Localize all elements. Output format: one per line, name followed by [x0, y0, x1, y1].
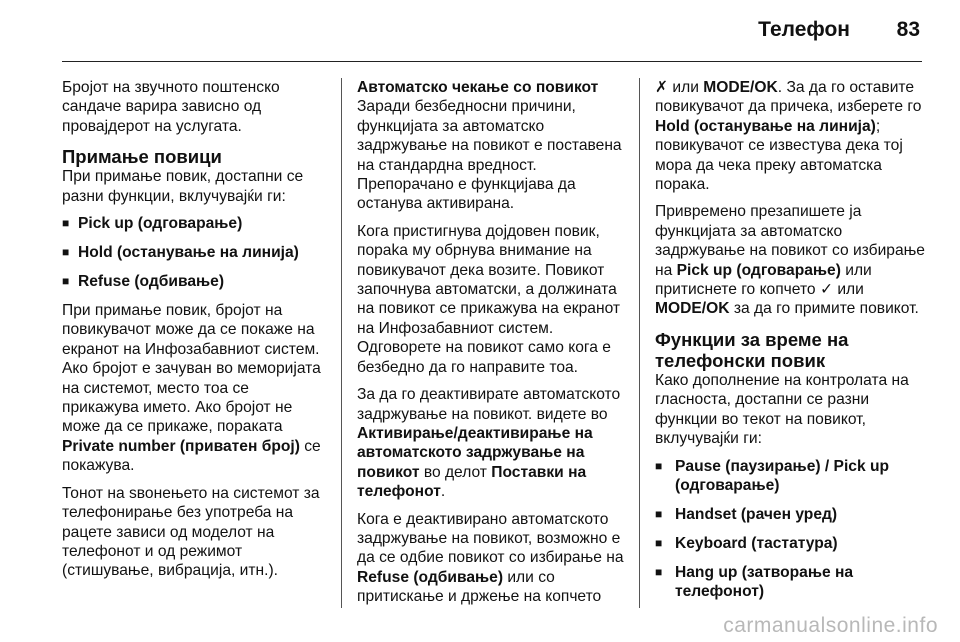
- header-rule: [62, 61, 922, 62]
- cross-reference: Активирање/деактивирање на автоматското задржување на повикот: [357, 424, 593, 481]
- page-header: [0, 0, 960, 60]
- list-item: ■ Pause (паузирање) / Pick up (одговарање): [655, 457, 925, 495]
- paragraph: Како дополнение на контролата на гласноста, достапни се разни функции во текот на повикот, вклучувајќи ги:: [655, 371, 909, 448]
- paragraph: Заради безбедносни причини, функцијата за автоматско задржување на повикот е поставена на стандардна вредност. Препорачано е функцијава да останува активирана.: [357, 98, 622, 213]
- paragraph: [655, 202, 925, 318]
- paragraph: [357, 510, 625, 607]
- private-number-label: Private number (приватен број): [62, 437, 300, 455]
- list-item: ■ Keyboard (тастатура): [655, 534, 925, 553]
- text: се покажува.: [62, 437, 321, 475]
- list-item: ■ Hold (останување на линија): [62, 243, 330, 262]
- call-icon: ✓: [819, 281, 834, 299]
- mode-ok-label: MODE/OK: [655, 300, 730, 318]
- text: во делот: [419, 463, 492, 481]
- call-function-list: [655, 457, 925, 601]
- text: Кога е деактивирано автоматското задржување на повикот, возможно е да се одбие повикот со избирање на: [357, 510, 624, 567]
- column-3: [655, 78, 925, 611]
- list-item: ■ Pick up (одговарање): [62, 214, 330, 233]
- paragraph: [357, 385, 625, 501]
- column-divider: [341, 78, 342, 608]
- text: или притиснете го копчето: [655, 261, 872, 299]
- refuse-label: Refuse (одбивање): [357, 568, 504, 586]
- list-item: ■ Refuse (одбивање): [62, 272, 330, 291]
- page-number: 83: [896, 18, 920, 41]
- section-heading-auto-hold: [357, 78, 625, 97]
- hold-label: Hold (останување на линија): [655, 117, 876, 135]
- text: . За да го оставите повикувачот да причека, изберете го: [655, 79, 922, 116]
- mode-ok-label: MODE/OK: [703, 79, 778, 96]
- list-item: ■ Hang up (затворање на телефонот): [655, 563, 925, 601]
- pick-up-label: Pick up (одговарање): [676, 261, 841, 279]
- column-1: [62, 78, 330, 589]
- paragraph: [655, 78, 925, 194]
- text: За да го деактивирате автоматското задржување на повикот. видете во: [357, 386, 621, 423]
- paragraph: При примање повик, достапни се разни функции, вклучувајќи ги:: [62, 168, 304, 205]
- paragraph: Кога пристигнува дојдовен повик, пораka му обрнува внимание на повикувачот дека возите. Повикот започнува автоматски, а должината на повикот се прикажува на екранот на Инфозабавниот систем. Одговорете на повикот само кога е безбедно да го направите тоа.: [357, 222, 621, 376]
- text: или: [668, 79, 704, 96]
- text: или со притискање и држење на копчето: [357, 568, 602, 606]
- intro-paragraph: Бројот на звучното поштенско сандаче варира зависно од провајдерот на услугата.: [62, 79, 280, 135]
- section-heading-receiving-calls: Примање повици: [62, 146, 222, 168]
- column-2: [357, 78, 625, 615]
- text: или: [833, 281, 864, 299]
- function-list: [62, 214, 330, 291]
- page-title: Телефон: [758, 18, 850, 41]
- watermark: carmanualsonline.info: [723, 614, 938, 637]
- text: ; повикувачот се известува дека тој мора да чека преку автоматска порака.: [655, 117, 903, 194]
- text: за да го примите повикот.: [729, 300, 919, 318]
- text: Привремено презапишете ја функцијата за автоматско задржување на повикот со избирање на: [655, 203, 925, 279]
- column-divider: [639, 78, 640, 608]
- heading-text: Автоматско чекање со повикот: [357, 79, 599, 96]
- section-heading-call-functions: Функции за време на телефонски повик: [655, 328, 849, 371]
- list-item: ■ Handset (рачен уред): [655, 505, 925, 524]
- hang-up-icon: ✗: [655, 79, 669, 96]
- text: .: [440, 483, 446, 501]
- paragraph: [62, 301, 330, 476]
- paragraph: Тонот на ѕвонењето на системот за телефонирање без употреба на рацете зависи од моделот на телефонот и од режимот (стишување, вибрација, итн.).: [62, 484, 320, 580]
- text: При примање повик, бројот на повикувачот може да се покаже на екранот на Инфозабавниот систем. Ако бројот е зачуван во меморијата на системот, место тоа се прикажува името. Ако бројот не може да се прикаже, пораката: [62, 302, 321, 436]
- cross-reference: Поставки на телефонот: [357, 463, 587, 501]
